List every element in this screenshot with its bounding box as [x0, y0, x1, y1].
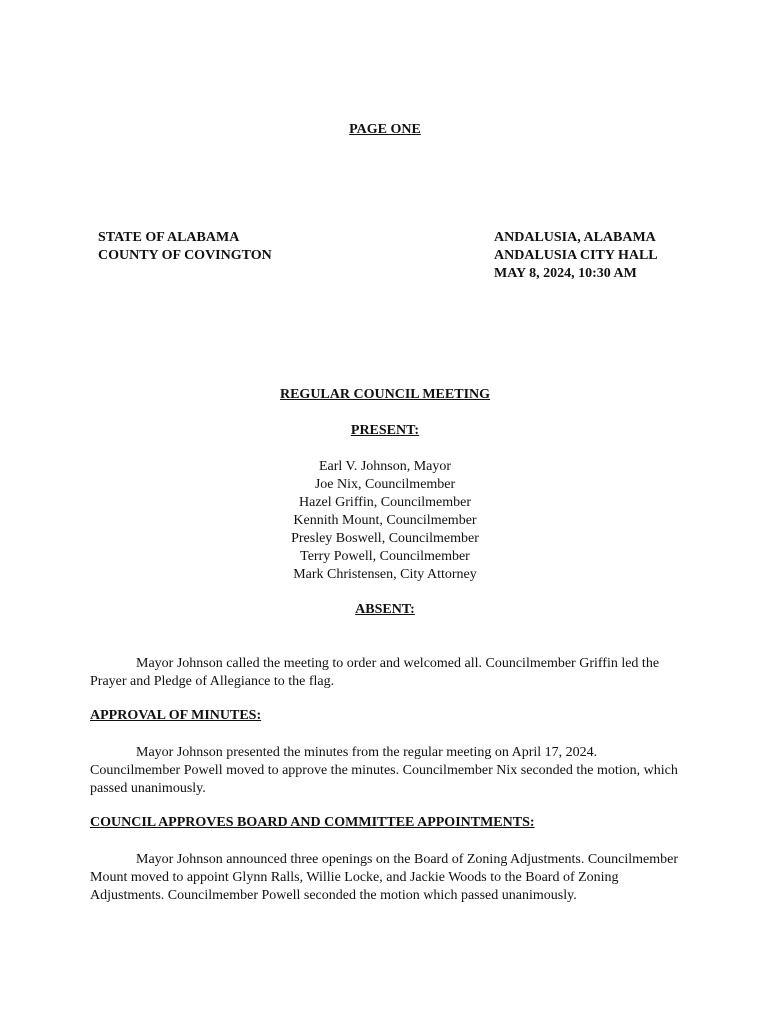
header-left	[98, 229, 272, 265]
page-label: PAGE ONE	[349, 122, 421, 137]
present-member: Hazel Griffin, Councilmember	[299, 495, 471, 510]
meeting-title: REGULAR COUNCIL MEETING	[279, 387, 491, 402]
minutes-heading: APPROVAL OF MINUTES:	[90, 708, 262, 723]
absent-heading: ABSENT:	[355, 602, 415, 617]
header-right-datetime: MAY 8, 2024, 10:30 AM	[494, 266, 637, 281]
header-right-venue: ANDALUSIA CITY HALL	[494, 248, 658, 263]
present-heading: PRESENT:	[350, 423, 420, 438]
appointments-heading: COUNCIL APPROVES BOARD AND COMMITTEE APPOINTMENTS:	[90, 815, 535, 830]
present-member: Presley Boswell, Councilmember	[291, 531, 479, 546]
header-right	[494, 229, 658, 283]
minutes-paragraph: Mayor Johnson presented the minutes from the regular meeting on April 17, 2024. Councilmember Powell moved to approve the minutes. Councilmember Nix seconded the motion, which passed unanimously.	[90, 745, 678, 796]
present-member: Terry Powell, Councilmember	[300, 549, 470, 564]
header-left-state: STATE OF ALABAMA	[98, 230, 240, 245]
present-member: Joe Nix, Councilmember	[314, 477, 456, 492]
present-member: Kennith Mount, Councilmember	[293, 513, 477, 528]
present-member: Mark Christensen, City Attorney	[293, 567, 477, 582]
header-right-city: ANDALUSIA, ALABAMA	[494, 230, 656, 245]
opening-paragraph: Mayor Johnson called the meeting to order and welcomed all. Councilmember Griffin led the Prayer and Pledge of Allegiance to the flag.	[90, 656, 660, 689]
present-members-list	[0, 458, 770, 584]
appointments-paragraph: Mayor Johnson announced three openings on the Board of Zoning Adjustments. Councilmember Mount moved to appoint Glynn Ralls, Willie Locke, and Jackie Woods to the Board of Zoning Adjustments. Councilmember Powell seconded the motion which passed unanimously.	[90, 852, 679, 903]
present-member: Earl V. Johnson, Mayor	[318, 459, 452, 474]
header-left-county: COUNTY OF COVINGTON	[98, 248, 272, 263]
